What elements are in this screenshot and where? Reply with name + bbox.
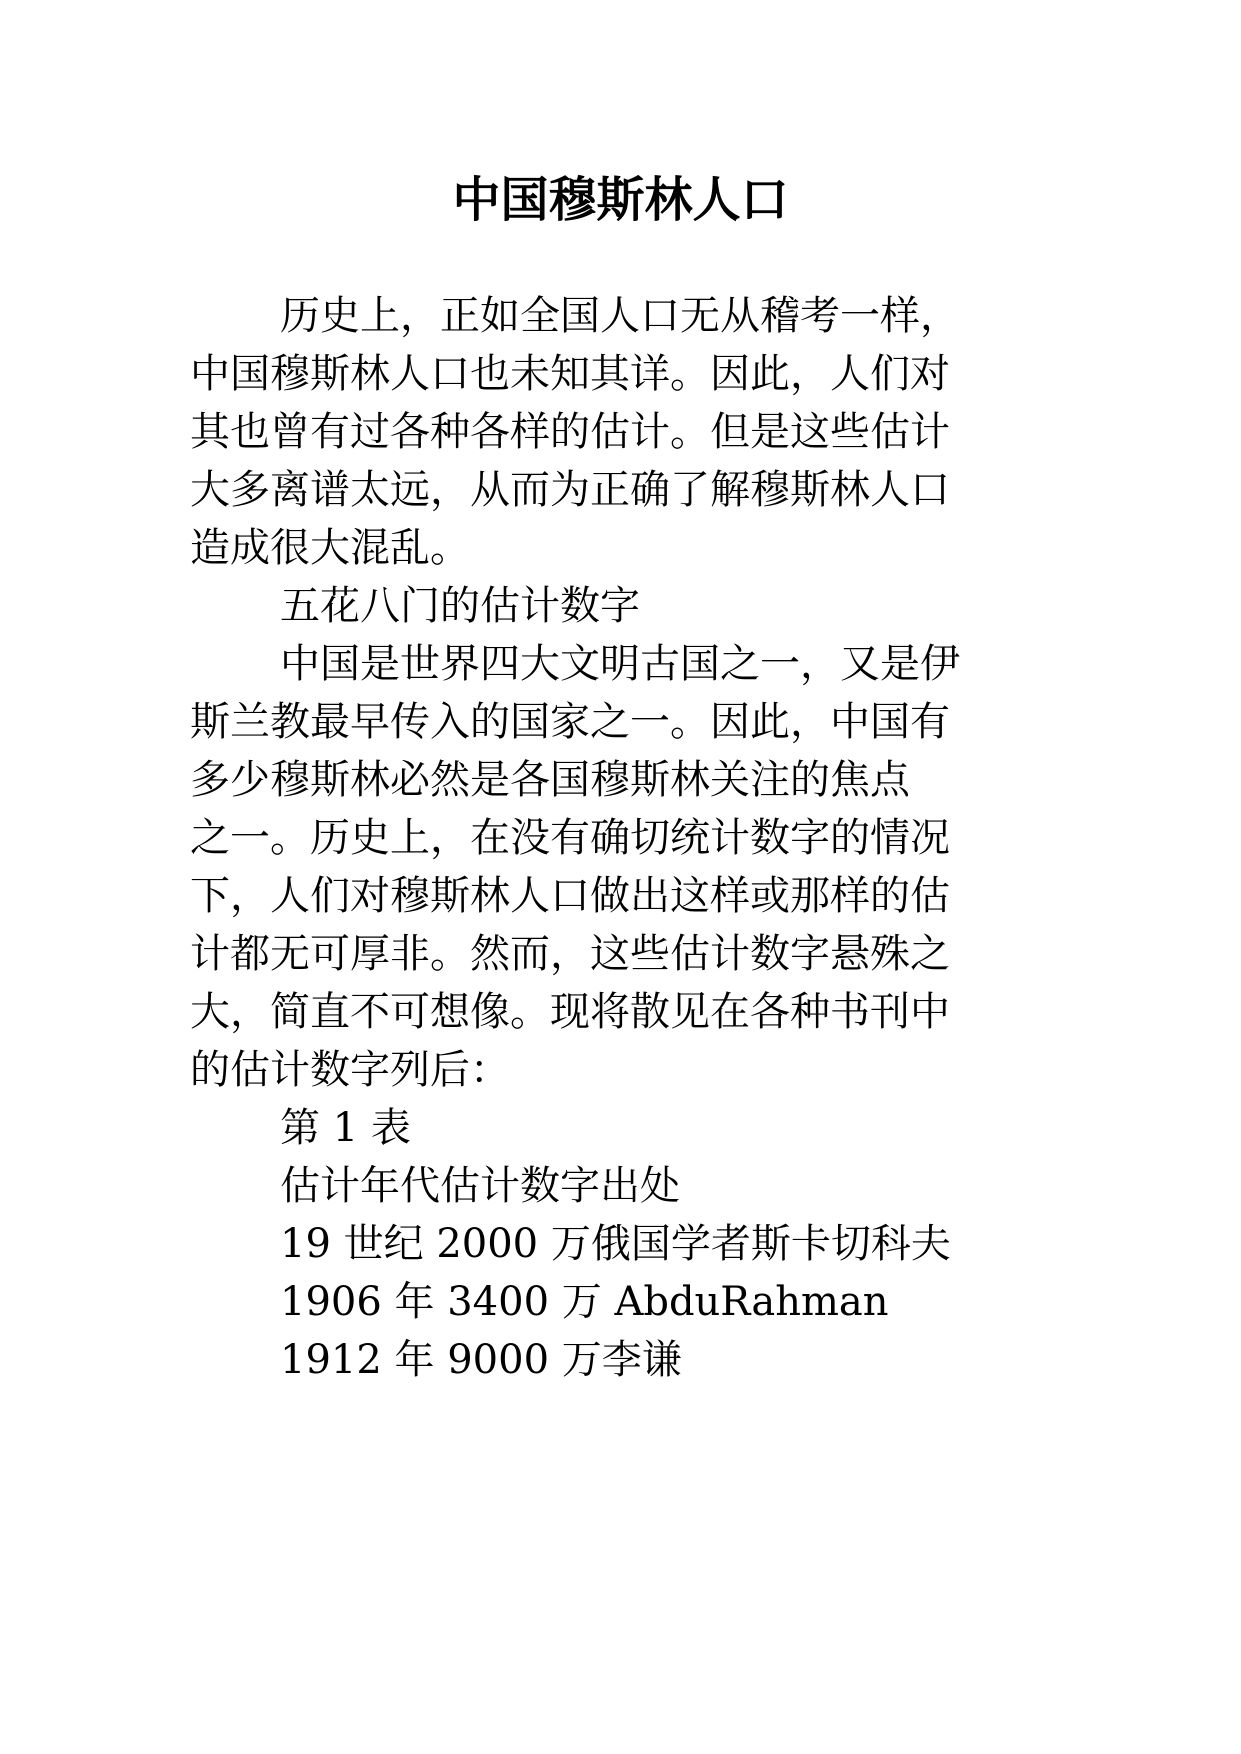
paragraph-line: 的估计数字列后：: [190, 1047, 510, 1093]
table-row-line: 19 世纪 2000 万俄国学者斯卡切科夫: [280, 1221, 951, 1267]
paragraph-line: 之一。历史上，在没有确切统计数字的情况: [190, 815, 950, 861]
paragraph-line: 中国穆斯林人口也未知其详。因此，人们对: [190, 351, 950, 397]
table-row-line: 1912 年 9000 万李谦: [280, 1337, 682, 1383]
paragraph-line: 斯兰教最早传入的国家之一。因此，中国有: [190, 699, 950, 745]
paragraph-line: 造成很大混乱。: [190, 525, 470, 571]
table-caption: 第 1 表: [280, 1105, 411, 1151]
paragraph-line: 其也曾有过各种各样的估计。但是这些估计: [190, 409, 950, 455]
paragraph-line: 下，人们对穆斯林人口做出这样或那样的估: [190, 873, 950, 919]
paragraph-line: 大，简直不可想像。现将散见在各种书刊中: [190, 989, 950, 1035]
paragraph-line: 大多离谱太远，从而为正确了解穆斯林人口: [190, 467, 950, 513]
paragraph-line: 计都无可厚非。然而，这些估计数字悬殊之: [190, 931, 950, 977]
paragraph-line: 历史上，正如全国人口无从稽考一样，: [280, 293, 960, 339]
paragraph-line: 多少穆斯林必然是各国穆斯林关注的焦点: [190, 757, 910, 803]
section-heading: 五花八门的估计数字: [280, 583, 640, 629]
table-header-line: 估计年代估计数字出处: [280, 1163, 680, 1209]
document-title: 中国穆斯林人口: [452, 172, 789, 228]
table-row-line: 1906 年 3400 万 AbduRahman: [280, 1279, 889, 1325]
paragraph-line: 中国是世界四大文明古国之一，又是伊: [280, 641, 960, 687]
